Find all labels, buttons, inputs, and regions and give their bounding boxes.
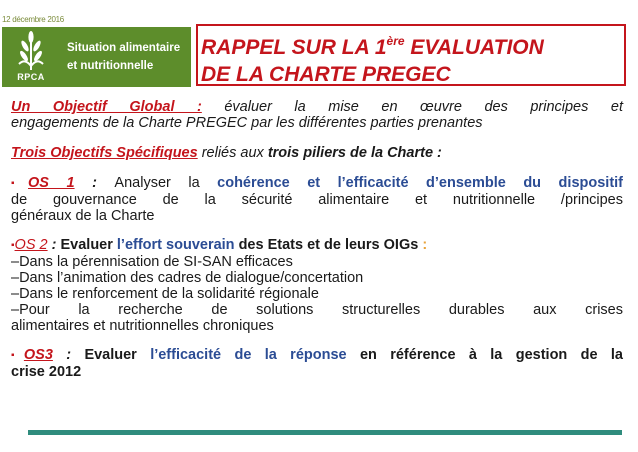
bullet-icon: ▪ [11, 350, 24, 361]
os2-item-3: –Dans le renforcement de la solidarité régionale [11, 286, 319, 302]
os2-item-4-line2: alimentaires et nutritionnelles chroniques [11, 318, 274, 334]
slide-content [11, 99, 623, 380]
bullet-icon: ▪ [11, 240, 15, 251]
os2-emphasis: l’effort souverain [116, 237, 235, 253]
os2-item-1: –Dans la pérennisation de SI-SAN efficaces [11, 254, 293, 270]
os3-line2: crise 2012 [11, 364, 82, 380]
os3-text-b: en référence à la gestion de la [346, 347, 624, 363]
os2-colon: : [47, 237, 61, 253]
os1-label: OS 1 [28, 175, 75, 191]
os3-text: Evaluer [84, 347, 151, 363]
slide-title-line2: DE LA CHARTE PREGEC [201, 63, 451, 86]
os2-item-4-line1: –Pour la recherche de solutions structurelles durables aux crises [11, 302, 623, 318]
footer-divider [28, 430, 622, 435]
slide-title-box [196, 24, 626, 86]
header-band [60, 27, 191, 87]
os3-emphasis: l’efficacité de la réponse [150, 347, 347, 363]
os2-label: OS 2 [14, 237, 48, 253]
os2-item-2: –Dans l’animation des cadres de dialogue/concertation [11, 270, 364, 286]
bullet-icon: ▪ [11, 178, 29, 189]
section-title-line2: et nutritionnelle [67, 60, 154, 72]
objective-global-text: évaluer la mise en œuvre des principes et [201, 99, 623, 115]
os1-line2: de gouvernance de la sécurité alimentaire et nutritionnelle /principes [11, 192, 623, 208]
os1-colon: : [74, 175, 115, 191]
section-title-line1: Situation alimentaire [67, 42, 181, 54]
wheat-icon [11, 30, 51, 72]
os1-text: Analyser la [114, 175, 218, 191]
specific-objectives-label: Trois Objectifs Spécifiques [11, 145, 198, 161]
os1-emphasis: cohérence et l’efficacité d’ensemble du dispositif [217, 175, 623, 191]
specific-objectives-intro [11, 145, 623, 161]
title-part: EVALUATION [404, 36, 544, 59]
intro-pillars: trois piliers de la Charte : [267, 145, 442, 161]
slide-title-line1 [201, 28, 544, 61]
os3-colon: : [52, 347, 85, 363]
os3-label: OS3 [23, 347, 53, 363]
os2-line1 [11, 237, 623, 254]
objective-global-label: Un Objectif Global : [11, 99, 202, 115]
rpca-logo [2, 27, 60, 87]
os3-line1 [11, 347, 623, 364]
os2-colon-end: : [418, 237, 428, 253]
objective-global-line1 [11, 99, 623, 115]
section-title [67, 39, 192, 75]
date-label: 12 décembre 2016 [2, 15, 64, 24]
slide-title [201, 28, 544, 88]
title-part: RAPPEL SUR LA 1 [201, 36, 387, 59]
title-superscript: ère [386, 34, 405, 48]
os1-line3: généraux de la Charte [11, 208, 155, 224]
intro-text: reliés aux [197, 145, 268, 161]
os2-text-b: des Etats et de leurs OIGs [234, 237, 419, 253]
objective-global-line2: engagements de la Charte PREGEC par les différentes parties prenantes [11, 115, 483, 131]
os1-line1 [11, 175, 623, 192]
logo-text: RPCA [17, 72, 45, 82]
os2-text: Evaluer [60, 237, 117, 253]
